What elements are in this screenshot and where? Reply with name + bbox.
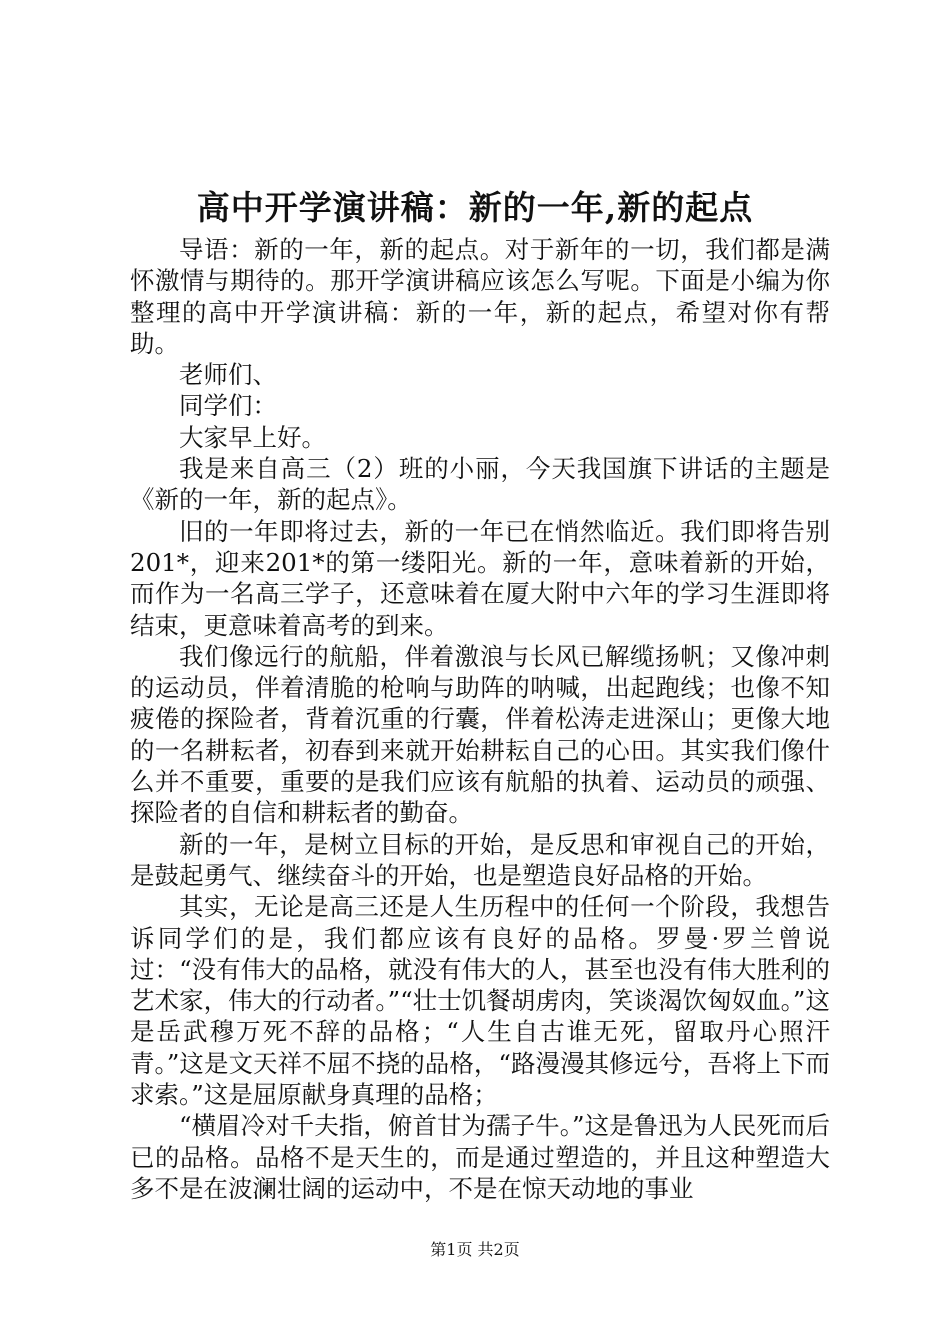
paragraph-metaphors: 我们像远行的航船，伴着激浪与长风已解缆扬帆；又像冲刺的运动员，伴着清脆的枪响与助阵的呐喊，出起跑线；也像不知疲倦的探险者，背着沉重的行囊，伴着松涛走进深山；更像大地的一名耕耘者，初春到来就开始耕耘自己的心田。其实我们像什么并不重要，重要的是我们应该有航船的执着、运动员的顽强、探险者的自信和耕耘者的勤奋。 bbox=[130, 641, 830, 828]
paragraph-greeting: 大家早上好。 bbox=[179, 422, 326, 452]
paragraph-intro: 导语：新的一年，新的起点。对于新年的一切，我们都是满怀激情与期待的。那开学演讲稿应该怎么写呢。下面是小编为你整理的高中开学演讲稿：新的一年，新的起点，希望对你有帮助。 bbox=[130, 235, 830, 358]
paragraph-year-ending: 旧的一年即将过去，新的一年已在悄然临近。我们即将告别201*，迎来201*的第一缕阳光。新的一年，意味着新的开始，而作为一名高三学子，还意味着在厦大附中六年的学习生涯即将结束，更意味着高考的到来。 bbox=[130, 516, 830, 640]
paragraph-salutation-teachers: 老师们、 bbox=[179, 360, 277, 390]
page-footer: 第1页 共2页 bbox=[430, 1240, 520, 1259]
paragraph-self-intro: 我是来自高三（2）班的小丽，今天我国旗下讲话的主题是《新的一年，新的起点》。 bbox=[130, 454, 830, 515]
document-body bbox=[130, 234, 830, 1204]
paragraph-salutation-students: 同学们： bbox=[179, 391, 277, 421]
paragraph-new-year-start: 新的一年，是树立目标的开始，是反思和审视自己的开始，是鼓起勇气、继续奋斗的开始，也是塑造良好品格的开始。 bbox=[130, 829, 830, 890]
document-title: 高中开学演讲稿：新的一年,新的起点 bbox=[196, 188, 754, 227]
paragraph-luxun: “横眉冷对千夫指，俯首甘为孺子牛。”这是鲁迅为人民死而后已的品格。品格不是天生的，而是通过塑造的，并且这种塑造大多不是在波澜壮阔的运动中，不是在惊天动地的事业 bbox=[130, 1111, 830, 1203]
paragraph-character: 其实，无论是高三还是人生历程中的任何一个阶段，我想告诉同学们的是，我们都应该有良好的品格。罗曼·罗兰曾说过：“没有伟大的品格，就没有伟大的人，甚至也没有伟大胜利的艺术家，伟大的行动者。”“壮士饥餐胡虏肉，笑谈渴饮匈奴血。”这是岳武穆万死不辞的品格；“人生自古谁无死，留取丹心照汗青。”这是文天祥不屈不挠的品格，“路漫漫其修远兮，吾将上下而求索。”这是屈原献身真理的品格； bbox=[130, 892, 830, 1110]
